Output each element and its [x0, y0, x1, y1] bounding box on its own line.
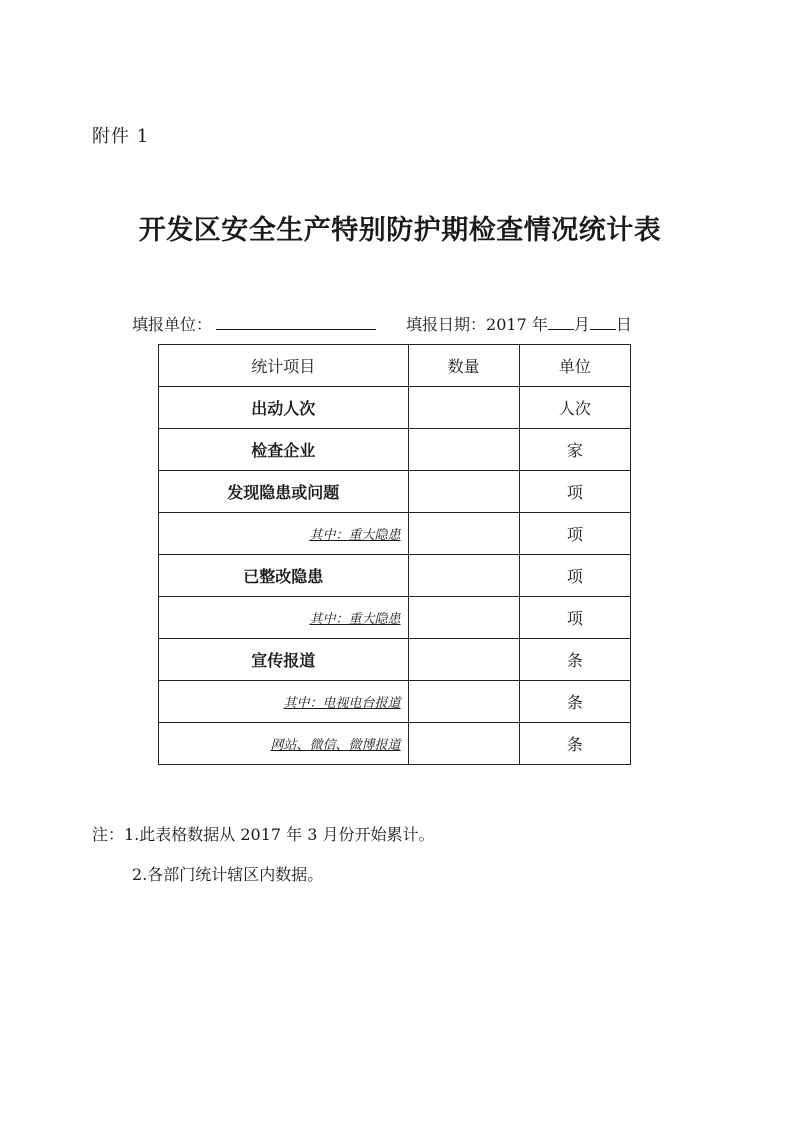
row-unit: 家	[519, 429, 630, 471]
table-row-sub	[159, 597, 631, 639]
row-item: 出动人次	[159, 387, 409, 429]
date-day-blank[interactable]	[590, 313, 616, 330]
header-item: 统计项目	[159, 345, 409, 387]
row-quantity-cell[interactable]	[408, 429, 519, 471]
page-title: 开发区安全生产特别防护期检查情况统计表	[138, 215, 662, 246]
row-item: 宣传报道	[159, 639, 409, 681]
date-month-text: 月	[573, 315, 590, 334]
row-item: 检查企业	[159, 429, 409, 471]
row-unit: 项	[519, 555, 630, 597]
header-unit: 单位	[519, 345, 630, 387]
row-unit: 条	[519, 723, 630, 765]
row-subitem: 其中：重大隐患	[159, 597, 409, 639]
row-item: 发现隐患或问题	[159, 471, 409, 513]
row-unit: 项	[519, 513, 630, 555]
row-item: 已整改隐患	[159, 555, 409, 597]
table-header-row	[159, 345, 631, 387]
row-unit: 条	[519, 639, 630, 681]
date-day-text: 日	[615, 315, 632, 334]
row-quantity-cell[interactable]	[408, 387, 519, 429]
row-subitem: 其中：电视电台报道	[159, 681, 409, 723]
attachment-label: 附件 1	[92, 126, 150, 147]
row-unit: 项	[519, 597, 630, 639]
row-quantity-cell[interactable]	[408, 723, 519, 765]
reporting-date-label: 填报日期：	[406, 315, 487, 334]
row-quantity-cell[interactable]	[408, 597, 519, 639]
row-unit: 项	[519, 471, 630, 513]
table-row-sub	[159, 681, 631, 723]
reporting-unit-label: 填报单位：	[132, 315, 213, 334]
table-row	[159, 639, 631, 681]
table-row-sub	[159, 723, 631, 765]
table-row	[159, 387, 631, 429]
header-quantity: 数量	[408, 345, 519, 387]
table-row	[159, 429, 631, 471]
note-1: 注：1.此表格数据从 2017 年 3 月份开始累计。	[92, 825, 435, 844]
row-subitem: 网站、微信、微博报道	[159, 723, 409, 765]
row-subitem: 其中：重大隐患	[159, 513, 409, 555]
table-row-sub	[159, 513, 631, 555]
table-row	[159, 555, 631, 597]
table-row	[159, 471, 631, 513]
date-month-blank[interactable]	[548, 313, 574, 330]
row-unit: 人次	[519, 387, 630, 429]
row-quantity-cell[interactable]	[408, 513, 519, 555]
row-quantity-cell[interactable]	[408, 471, 519, 513]
fill-info-row	[132, 312, 632, 335]
note-2: 2.各部门统计辖区内数据。	[132, 865, 324, 884]
row-quantity-cell[interactable]	[408, 555, 519, 597]
reporting-unit-blank[interactable]	[216, 313, 376, 330]
row-quantity-cell[interactable]	[408, 681, 519, 723]
row-unit: 条	[519, 681, 630, 723]
statistics-table	[158, 344, 631, 765]
row-quantity-cell[interactable]	[408, 639, 519, 681]
date-year-text: 2017 年	[486, 315, 548, 334]
